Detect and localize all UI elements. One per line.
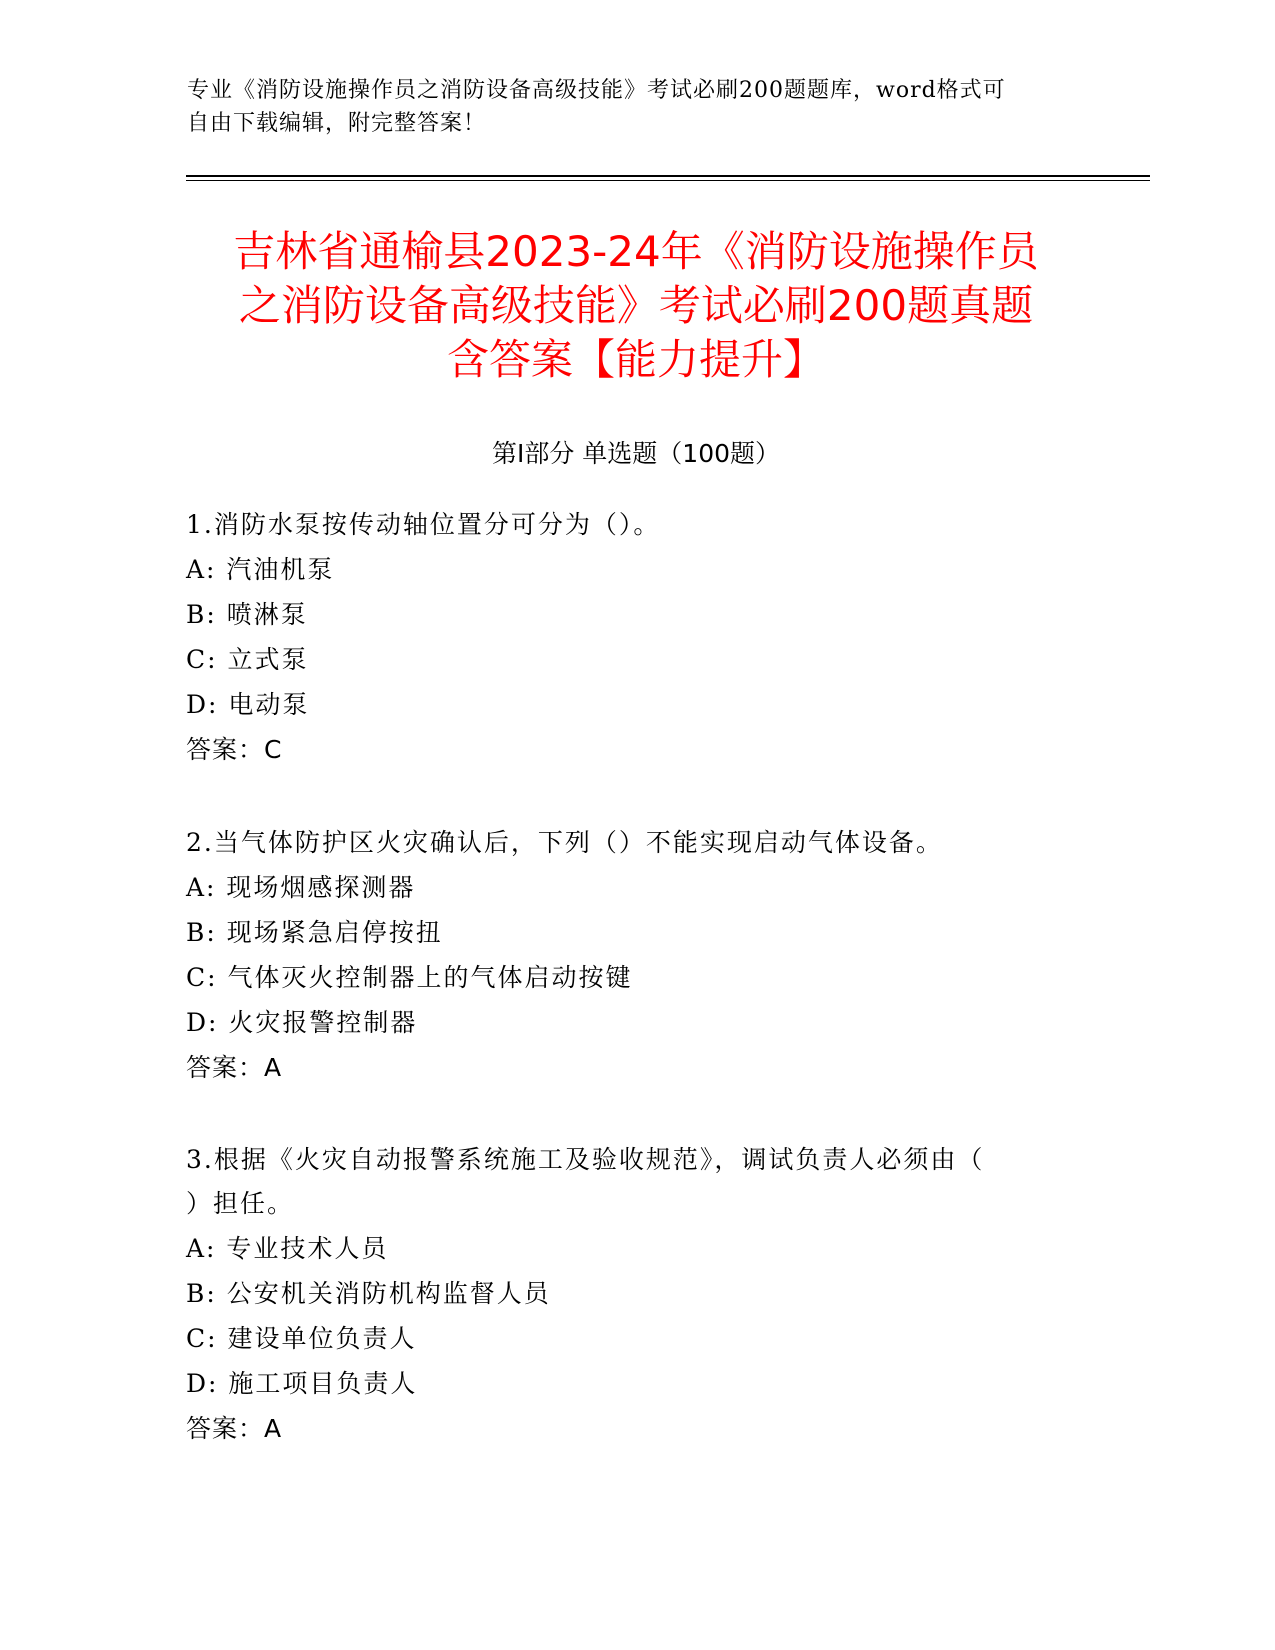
question-option: C: 气体灭火控制器上的气体启动按键	[186, 963, 633, 992]
title-line: 之消防设备高级技能》考试必刷200题真题	[238, 281, 1034, 330]
question-option: C: 立式泵	[186, 645, 309, 674]
question-stem	[186, 1138, 1086, 1226]
question-option: B: 公安机关消防机构监督人员	[186, 1279, 551, 1308]
question-option: C: 建设单位负责人	[186, 1324, 417, 1353]
question-option: D: 施工项目负责人	[186, 1369, 418, 1398]
question-answer: 答案：C	[186, 735, 283, 764]
header-divider-thin	[186, 180, 1150, 181]
question-answer: 答案：A	[186, 1414, 283, 1443]
question-option: B: 喷淋泵	[186, 600, 308, 629]
header-note-line: 专业《消防设施操作员之消防设备高级技能》考试必刷200题题库，word格式可	[187, 78, 1006, 103]
question-stem	[186, 503, 1086, 547]
question-option: D: 电动泵	[186, 690, 310, 719]
header-note-line: 自由下载编辑，附完整答案！	[187, 111, 487, 136]
document-title	[186, 225, 1086, 387]
question-option: A: 专业技术人员	[186, 1234, 389, 1263]
question-option: B: 现场紧急启停按扭	[186, 918, 443, 947]
question-stem-line: 2.当气体防护区火灾确认后，下列（）不能实现启动气体设备。	[186, 828, 943, 857]
question-item	[186, 1138, 1086, 1451]
question-stem-line: ）担任。	[186, 1189, 295, 1218]
title-line: 含答案【能力提升】	[446, 335, 825, 384]
question-stem-line: 1.消防水泵按传动轴位置分可分为（）。	[186, 510, 661, 539]
header-note	[187, 74, 1067, 140]
question-stem-line: 3.根据《火灾自动报警系统施工及验收规范》，调试负责人必须由（	[186, 1145, 985, 1174]
question-option: D: 火灾报警控制器	[186, 1008, 418, 1037]
question-item	[186, 503, 1086, 772]
header-divider	[186, 175, 1150, 177]
question-answer: 答案：A	[186, 1053, 283, 1082]
title-line: 吉林省通榆县2023-24年《消防设施操作员	[233, 227, 1039, 276]
question-stem	[186, 821, 1086, 865]
section-heading: 第Ⅰ部分 单选题（100题）	[491, 439, 781, 468]
question-option: A: 汽油机泵	[186, 555, 335, 584]
question-option: A: 现场烟感探测器	[186, 873, 416, 902]
question-item	[186, 821, 1086, 1090]
